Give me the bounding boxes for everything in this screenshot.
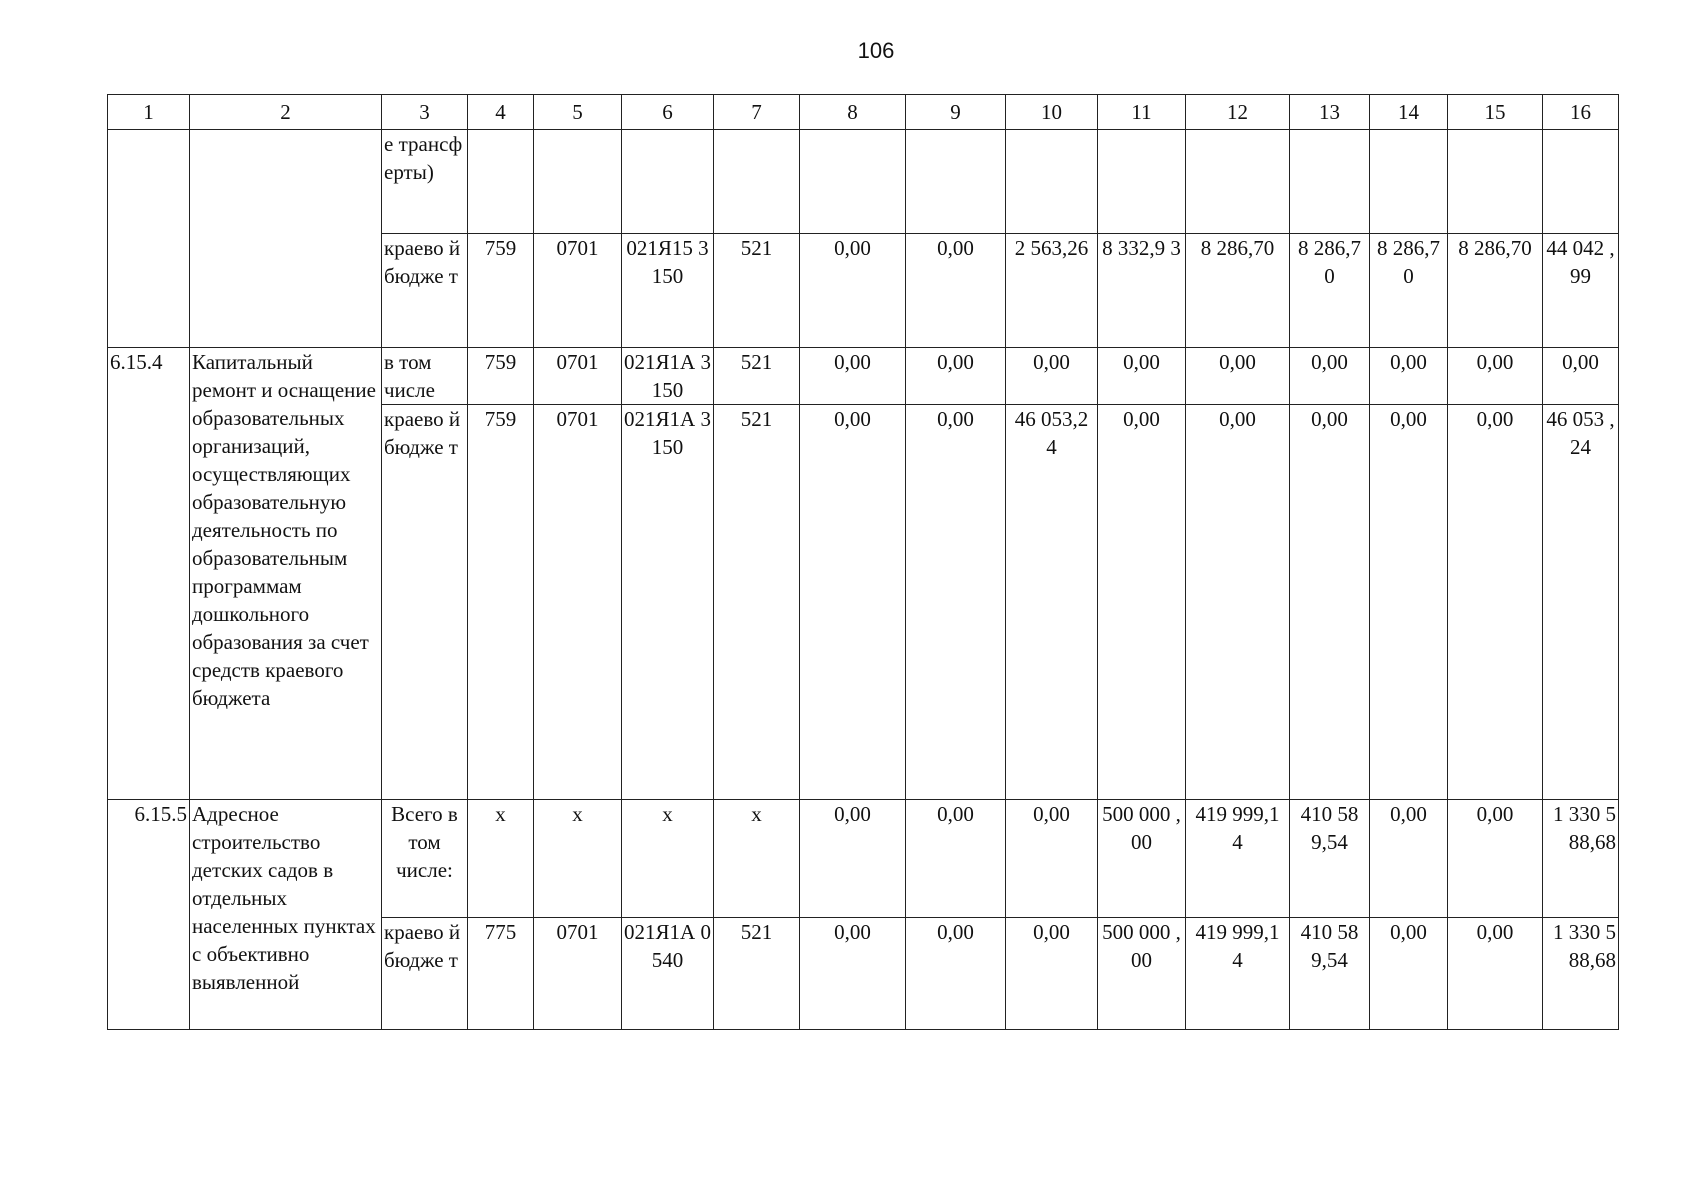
col-header: 16 bbox=[1543, 95, 1619, 130]
cell-col10: 2 563,26 bbox=[1006, 234, 1098, 348]
cell-col13: 0,00 bbox=[1290, 405, 1370, 800]
cell-col13: 410 58 9,54 bbox=[1290, 918, 1370, 1030]
cell-col5: 0701 bbox=[534, 234, 622, 348]
col-header: 15 bbox=[1448, 95, 1543, 130]
cell-col7: 521 bbox=[714, 405, 800, 800]
col-header: 5 bbox=[534, 95, 622, 130]
cell-col7: 521 bbox=[714, 348, 800, 405]
cell-col6: 021Я1А 0540 bbox=[622, 918, 714, 1030]
cell-col8: 0,00 bbox=[800, 405, 906, 800]
cell-col13: 410 58 9,54 bbox=[1290, 800, 1370, 918]
cell-col5: 0701 bbox=[534, 348, 622, 405]
col-header: 13 bbox=[1290, 95, 1370, 130]
cell-col5: 0701 bbox=[534, 918, 622, 1030]
cell-col10: 0,00 bbox=[1006, 800, 1098, 918]
cell-col16: 1 330 588,68 bbox=[1543, 918, 1619, 1030]
cell-col13: 8 286,7 0 bbox=[1290, 234, 1370, 348]
col-header: 1 bbox=[108, 95, 190, 130]
item-name-cell bbox=[190, 130, 382, 348]
cell-col10: 0,00 bbox=[1006, 918, 1098, 1030]
cell-col8: 0,00 bbox=[800, 348, 906, 405]
cell-col14: 0,00 bbox=[1370, 348, 1448, 405]
budget-table bbox=[107, 94, 1619, 1030]
cell-col12: 419 999,1 4 bbox=[1186, 800, 1290, 918]
cell-col7: 521 bbox=[714, 234, 800, 348]
col-header: 10 bbox=[1006, 95, 1098, 130]
col-header: 6 bbox=[622, 95, 714, 130]
item-number: 6.15.5 bbox=[108, 800, 190, 1030]
cell-col11: 0,00 bbox=[1098, 348, 1186, 405]
cell-col13: 0,00 bbox=[1290, 348, 1370, 405]
column-number-row bbox=[108, 95, 1619, 130]
cell-col12: 0,00 bbox=[1186, 348, 1290, 405]
table-row bbox=[108, 348, 1619, 405]
cell-col11: 8 332,9 3 bbox=[1098, 234, 1186, 348]
cell-col14: 0,00 bbox=[1370, 800, 1448, 918]
cell-col6: 021Я1А 3150 bbox=[622, 405, 714, 800]
table-row bbox=[108, 130, 1619, 234]
cell-col14: 0,00 bbox=[1370, 405, 1448, 800]
cell-col15: 0,00 bbox=[1448, 918, 1543, 1030]
cell-col8: 0,00 bbox=[800, 918, 906, 1030]
page-number: 106 bbox=[857, 38, 895, 63]
cell-col16: 44 042 ,99 bbox=[1543, 234, 1619, 348]
cell-col14: 0,00 bbox=[1370, 918, 1448, 1030]
funding-source: краево й бюдже т bbox=[382, 405, 468, 800]
item-number-cell bbox=[108, 130, 190, 348]
cell-col12: 8 286,70 bbox=[1186, 234, 1290, 348]
cell-col4: x bbox=[468, 800, 534, 918]
cell-col15: 0,00 bbox=[1448, 800, 1543, 918]
funding-source: краево й бюдже т bbox=[382, 234, 468, 348]
funding-source: е трансф ерты) bbox=[382, 130, 468, 234]
cell-col8: 0,00 bbox=[800, 800, 906, 918]
col-header: 3 bbox=[382, 95, 468, 130]
cell-col11: 500 000 ,00 bbox=[1098, 918, 1186, 1030]
cell-col16: 1 330 588,68 bbox=[1543, 800, 1619, 918]
cell-col9: 0,00 bbox=[906, 405, 1006, 800]
cell-col10: 46 053,2 4 bbox=[1006, 405, 1098, 800]
col-header: 12 bbox=[1186, 95, 1290, 130]
item-number: 6.15.4 bbox=[108, 348, 190, 800]
cell-col4: 759 bbox=[468, 348, 534, 405]
cell-col9: 0,00 bbox=[906, 234, 1006, 348]
col-header: 7 bbox=[714, 95, 800, 130]
cell-col9: 0,00 bbox=[906, 800, 1006, 918]
cell-col5: x bbox=[534, 800, 622, 918]
cell-col12: 0,00 bbox=[1186, 405, 1290, 800]
cell-col16: 46 053 ,24 bbox=[1543, 405, 1619, 800]
cell-col9: 0,00 bbox=[906, 348, 1006, 405]
cell-col10: 0,00 bbox=[1006, 348, 1098, 405]
funding-source: Всего в том числе: bbox=[382, 800, 468, 918]
cell-col4: 759 bbox=[468, 405, 534, 800]
cell-col16: 0,00 bbox=[1543, 348, 1619, 405]
cell-col7: 521 bbox=[714, 918, 800, 1030]
cell-col9: 0,00 bbox=[906, 918, 1006, 1030]
col-header: 2 bbox=[190, 95, 382, 130]
cell-col11: 500 000 ,00 bbox=[1098, 800, 1186, 918]
cell-col11: 0,00 bbox=[1098, 405, 1186, 800]
col-header: 4 bbox=[468, 95, 534, 130]
cell-col8: 0,00 bbox=[800, 234, 906, 348]
cell-col7: x bbox=[714, 800, 800, 918]
cell-col6: 021Я1А 3150 bbox=[622, 348, 714, 405]
cell-col6: x bbox=[622, 800, 714, 918]
col-header: 8 bbox=[800, 95, 906, 130]
cell-col4: 759 bbox=[468, 234, 534, 348]
cell-col12: 419 999,1 4 bbox=[1186, 918, 1290, 1030]
cell-col15: 8 286,70 bbox=[1448, 234, 1543, 348]
item-name: Капитальный ремонт и оснащение образовательных организаций, осуществляющих образовательную деятельность по образовательным программам дошкольного образования за счет средств краевого бюджета bbox=[190, 348, 382, 800]
item-name: Адресное строительство детских садов в отдельных населенных пунктах с объективно выявленной bbox=[190, 800, 382, 1030]
cell-col5: 0701 bbox=[534, 405, 622, 800]
cell-col4: 775 bbox=[468, 918, 534, 1030]
funding-source: краево й бюдже т bbox=[382, 918, 468, 1030]
col-header: 9 bbox=[906, 95, 1006, 130]
cell-col15: 0,00 bbox=[1448, 405, 1543, 800]
cell-col15: 0,00 bbox=[1448, 348, 1543, 405]
col-header: 14 bbox=[1370, 95, 1448, 130]
funding-source: в том числе bbox=[382, 348, 468, 405]
cell-col14: 8 286,7 0 bbox=[1370, 234, 1448, 348]
cell-col6: 021Я15 3150 bbox=[622, 234, 714, 348]
table-row bbox=[108, 800, 1619, 918]
col-header: 11 bbox=[1098, 95, 1186, 130]
